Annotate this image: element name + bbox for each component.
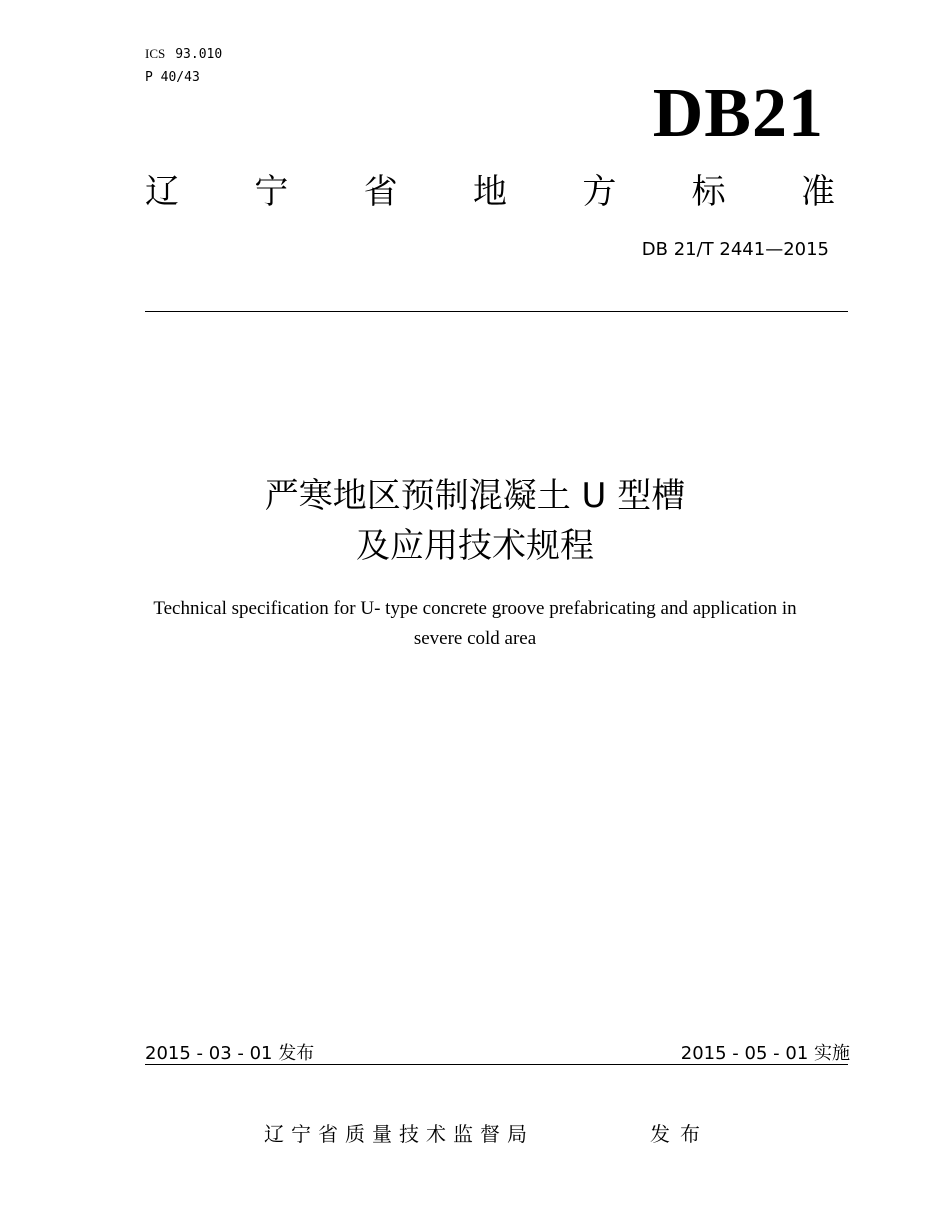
issuing-authority: 辽宁省质量技术监督局 <box>264 1122 534 1146</box>
title-english-line-1: Technical specification for U- type concrete groove prefabricating and application in <box>153 598 797 619</box>
standard-type-char: 宁 <box>254 172 289 212</box>
ics-label: ICS <box>145 46 166 61</box>
implementation-date: 2015 - 05 - 01 实施 <box>680 1043 850 1064</box>
ics-code: 93.010 <box>175 47 223 62</box>
standard-type-char: 辽 <box>145 172 179 212</box>
standard-type-char: 省 <box>363 172 398 212</box>
footer-divider <box>145 1064 848 1065</box>
standard-type-char: 标 <box>691 172 726 212</box>
title-chinese-line-2: 及应用技术规程 <box>356 526 594 566</box>
standard-type-heading <box>145 170 835 214</box>
standard-number: DB 21/T 2441—2015 <box>641 239 829 260</box>
title-chinese-line-1: 严寒地区预制混凝土 U 型槽 <box>264 476 686 516</box>
standard-type-char: 方 <box>582 172 617 212</box>
standard-type-char: 地 <box>472 172 507 212</box>
classification-code: P 40/43 <box>145 70 200 85</box>
title-english-line-2: severe cold area <box>413 628 537 649</box>
issue-label: 发布 <box>650 1122 710 1146</box>
standard-type-char: 准 <box>800 172 835 212</box>
issue-date: 2015 - 03 - 01 发布 <box>145 1043 315 1064</box>
title-english <box>100 594 850 654</box>
standard-logo: DB21 <box>652 75 824 152</box>
header-divider <box>145 311 848 312</box>
ics-line <box>145 46 222 63</box>
